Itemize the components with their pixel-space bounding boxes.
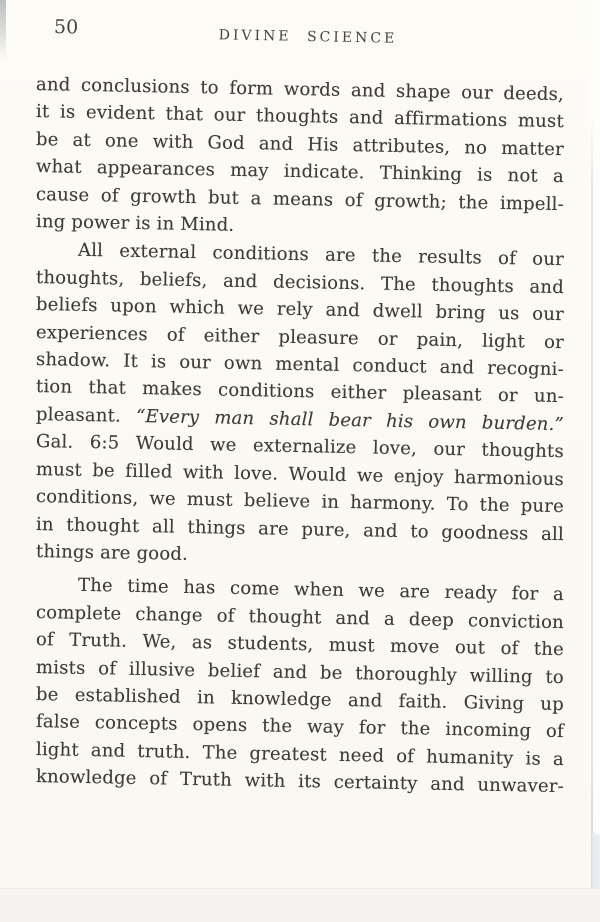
text-segment: All external conditions are the results of our: [77, 240, 565, 271]
text-segment: pleasant.: [35, 403, 137, 427]
text-segment: shadow. It is our own mental conduct and recogni-: [35, 349, 565, 381]
text-segment: The time has come when we are ready for a: [77, 575, 565, 606]
text-segment: ing power is in Mind.: [35, 211, 235, 236]
text-segment: mists of illusive belief and be thoroughly willing to: [35, 656, 565, 688]
scan-artifact-bottom-band: [0, 888, 600, 922]
text-segment: and conclusions to form words and shape our deeds,: [35, 74, 565, 106]
text-segment: be at one with God and His attributes, no matter: [35, 128, 565, 160]
italic-quote-text: “Every man shall bear his own burden.”: [135, 405, 565, 436]
text-segment: it is evident that our thoughts and affirmations must: [35, 101, 565, 133]
scan-artifact-bottom-right: [592, 834, 600, 896]
scan-artifact-page-edge-line: [591, 116, 593, 922]
text-segment: knowledge of Truth with its certainty and unwaver-: [35, 766, 565, 798]
text-segment: tion that makes conditions either pleasant or un-: [35, 376, 565, 408]
scan-artifact-right-strip: [586, 0, 600, 922]
text-segment: of Truth. We, as students, must move out of the: [35, 629, 565, 661]
text-segment: complete change of thought and a deep conviction: [35, 601, 565, 633]
paragraph: [36, 236, 564, 565]
paragraph: [35, 571, 565, 798]
text-segment: false concepts opens the way for the incoming of: [35, 711, 565, 743]
text-segment: be established in knowledge and faith. Giving up: [35, 683, 565, 716]
text-segment: cause of growth but a means of growth; the impell-: [35, 183, 565, 215]
text-segment: beliefs upon which we rely and dwell bring us our: [35, 294, 565, 326]
text-segment: things are good.: [35, 540, 189, 565]
paragraph: [36, 71, 564, 235]
text-segment: light and truth. The greatest need of humanity is a: [35, 738, 565, 770]
text-segment: in thought all things are pure, and to goodness all: [35, 513, 565, 545]
text-segment: what appearances may indicate. Thinking is not a: [35, 156, 565, 188]
scan-artifact-top-left-smudge: [0, 0, 6, 60]
page-number: 50: [53, 16, 79, 39]
text-segment: thoughts, beliefs, and decisions. The thoughts and: [35, 266, 565, 298]
text-segment: experiences of either pleasure or pain, light or: [35, 321, 565, 353]
text-segment: must be filled with love. Would we enjoy harmonious: [35, 458, 565, 490]
running-header: DIVINE SCIENCE: [218, 27, 398, 47]
text-segment: conditions, we must believe in harmony. To the pure: [35, 486, 565, 518]
page-body: [35, 71, 565, 798]
text-segment: Gal. 6:5 Would we externalize love, our thoughts: [35, 431, 565, 463]
